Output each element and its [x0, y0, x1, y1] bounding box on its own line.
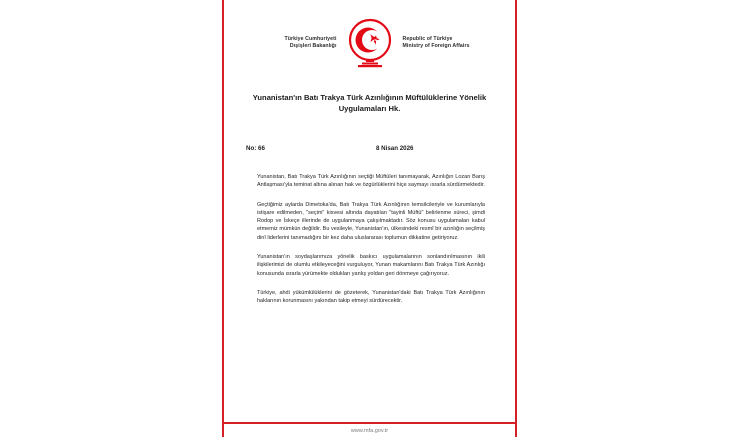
letterhead-turkish-text: [259, 36, 337, 50]
letterhead-english-text: [403, 36, 481, 50]
letterhead-english-line1: Republic of Türkiye: [402, 36, 453, 42]
document-number: No: 66: [246, 145, 265, 152]
page-frame-right-border: [515, 0, 517, 437]
letterhead-english-line2: Ministry of Foreign Affairs: [402, 43, 470, 49]
letterhead: [224, 14, 515, 72]
body-paragraph-1: Yunanistan, Batı Trakya Türk Azınlığının seçtiği Müftüleri tanımayarak, Azınlığın Lozan Barış Antlaşması'yla teminat altına alınan hak ve özgürlüklerini hiçe saymayı ısrarla sürdürmektedir.: [257, 174, 485, 189]
page-frame-bottom-border: [222, 422, 517, 424]
letterhead-turkish-line1: Türkiye Cumhuriyeti: [284, 36, 337, 42]
document-sheet: [224, 0, 515, 422]
footer-website-url[interactable]: www.mfa.gov.tr: [350, 428, 389, 434]
letterhead-turkish-line2: Dışişleri Bakanlığı: [289, 43, 337, 49]
turkish-crescent-star-emblem-icon: [347, 18, 393, 68]
document-meta: [246, 145, 493, 152]
document-date: 8 Nisan 2026: [376, 145, 414, 152]
body-paragraph-2: Geçtiğimiz aylarda Dimetoka'da, Batı Trakya Türk Azınlığının temsilcileriyle ve kurumlarıyla istişare edilmeden, "seçim" kisvesi altında dayatılan "tayinli Müftü" belirlenme süreci, şimdi Rodop ve İskeçe illerinde de uygulanmaya çalışılmaktadır. Söz konusu uygulamaları kabul etmemiz mümkün değildir. Bu vesileyle, Yunanistan'ın, ülkesindeki resmî bir azınlığın seçilmiş dinî liderlerini tanımadığını bir kez daha uluslararası toplumun dikkatine getiriyoruz.: [257, 201, 485, 241]
page-title: Yunanistan'ın Batı Trakya Türk Azınlığının Müftülüklerine Yönelik Uygulamaları Hk.: [252, 93, 487, 113]
body-paragraph-4: Türkiye, ahdi yükümlülüklerini de gözeterek, Yunanistan'daki Batı Trakya Türk Azınlığının haklarının korunmasını yakından takip etmeyi sürdürecektir.: [257, 289, 485, 305]
document-body: [257, 173, 485, 317]
body-paragraph-3: Yunanistan'ın soydaşlarımıza yönelik baskıcı uygulamalarının sonlandırılmasının ikili ilişkilerimizi de olumlu etkileyeceğini vurguluyor, Yunan makamlarını Batı Trakya Türk Azınlığı konusunda ısrarla yürümekte oldukları yanlış yoldan geri dönmeye çağırıyoruz.: [257, 254, 485, 277]
